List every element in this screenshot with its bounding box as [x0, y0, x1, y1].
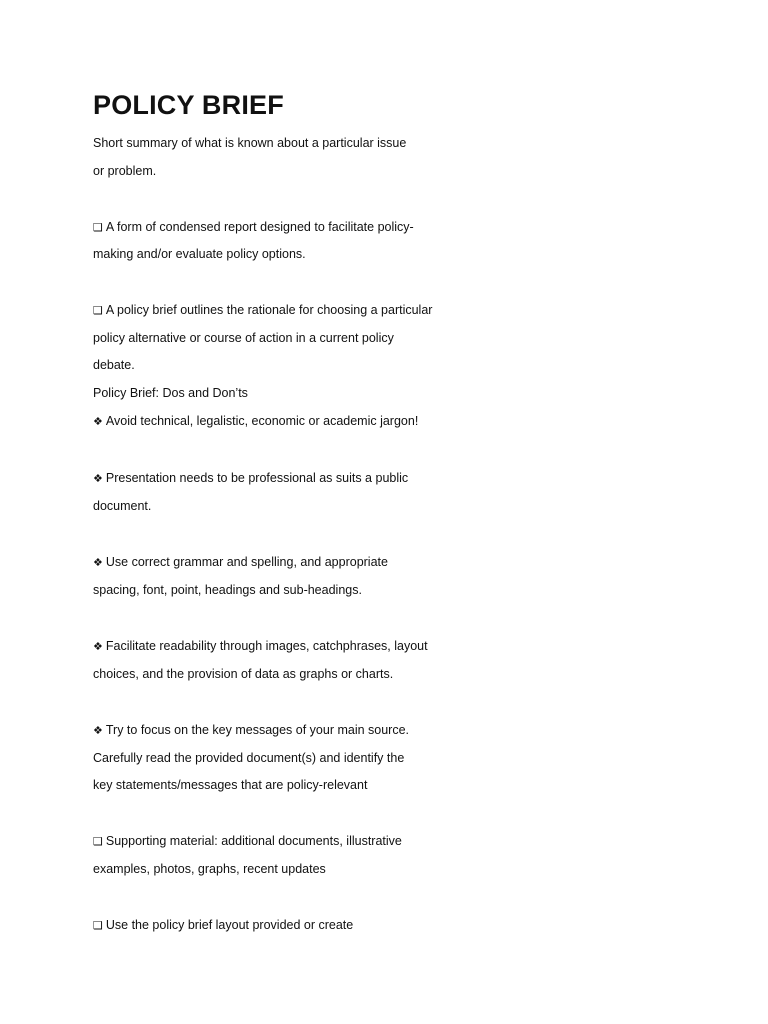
do-3-line-2: spacing, font, point, headings and sub-headings. [93, 583, 362, 597]
do-5-line-3: key statements/messages that are policy-relevant [93, 778, 368, 792]
do-4-line-2: choices, and the provision of data as graphs or charts. [93, 667, 394, 681]
do-1-line-1: ❖ Avoid technical, legalistic, economic or academic jargon! [93, 414, 419, 428]
point-3-line-2: examples, photos, graphs, recent updates [93, 862, 326, 876]
point-1-line-1: ❑ A form of condensed report designed to facilitate policy- [93, 220, 414, 234]
point-2-line-2: policy alternative or course of action in a current policy [93, 331, 394, 345]
do-4-line-1: ❖ Facilitate readability through images, catchphrases, layout [93, 639, 428, 653]
point-1-line-2: making and/or evaluate policy options. [93, 247, 306, 261]
page-title: POLICY BRIEF [93, 90, 284, 120]
do-5-line-2: Carefully read the provided document(s) and identify the [93, 751, 405, 765]
point-4-line-1: ❑ Use the policy brief layout provided or create [93, 918, 354, 932]
do-2-line-2: document. [93, 499, 152, 513]
checkbox-bullet-icon: ❑ [93, 920, 103, 932]
point-2-line-3: debate. [93, 358, 135, 372]
point-3-line-1: ❑ Supporting material: additional documents, illustrative [93, 834, 402, 848]
diamond-bullet-icon: ❖ [93, 725, 103, 737]
dos-donts-heading: Policy Brief: Dos and Don’ts [93, 386, 248, 400]
checkbox-bullet-icon: ❑ [93, 222, 103, 234]
diamond-bullet-icon: ❖ [93, 416, 103, 428]
checkbox-bullet-icon: ❑ [93, 836, 103, 848]
do-2-line-1: ❖ Presentation needs to be professional as suits a public [93, 471, 409, 485]
do-3-line-1: ❖ Use correct grammar and spelling, and appropriate [93, 555, 388, 569]
point-2-line-1: ❑ A policy brief outlines the rationale for choosing a particular [93, 303, 433, 317]
summary-line-1: Short summary of what is known about a particular issue [93, 136, 407, 150]
diamond-bullet-icon: ❖ [93, 473, 103, 485]
checkbox-bullet-icon: ❑ [93, 305, 103, 317]
do-5-line-1: ❖ Try to focus on the key messages of your main source. [93, 723, 410, 737]
summary-line-2: or problem. [93, 164, 157, 178]
diamond-bullet-icon: ❖ [93, 557, 103, 569]
diamond-bullet-icon: ❖ [93, 641, 103, 653]
